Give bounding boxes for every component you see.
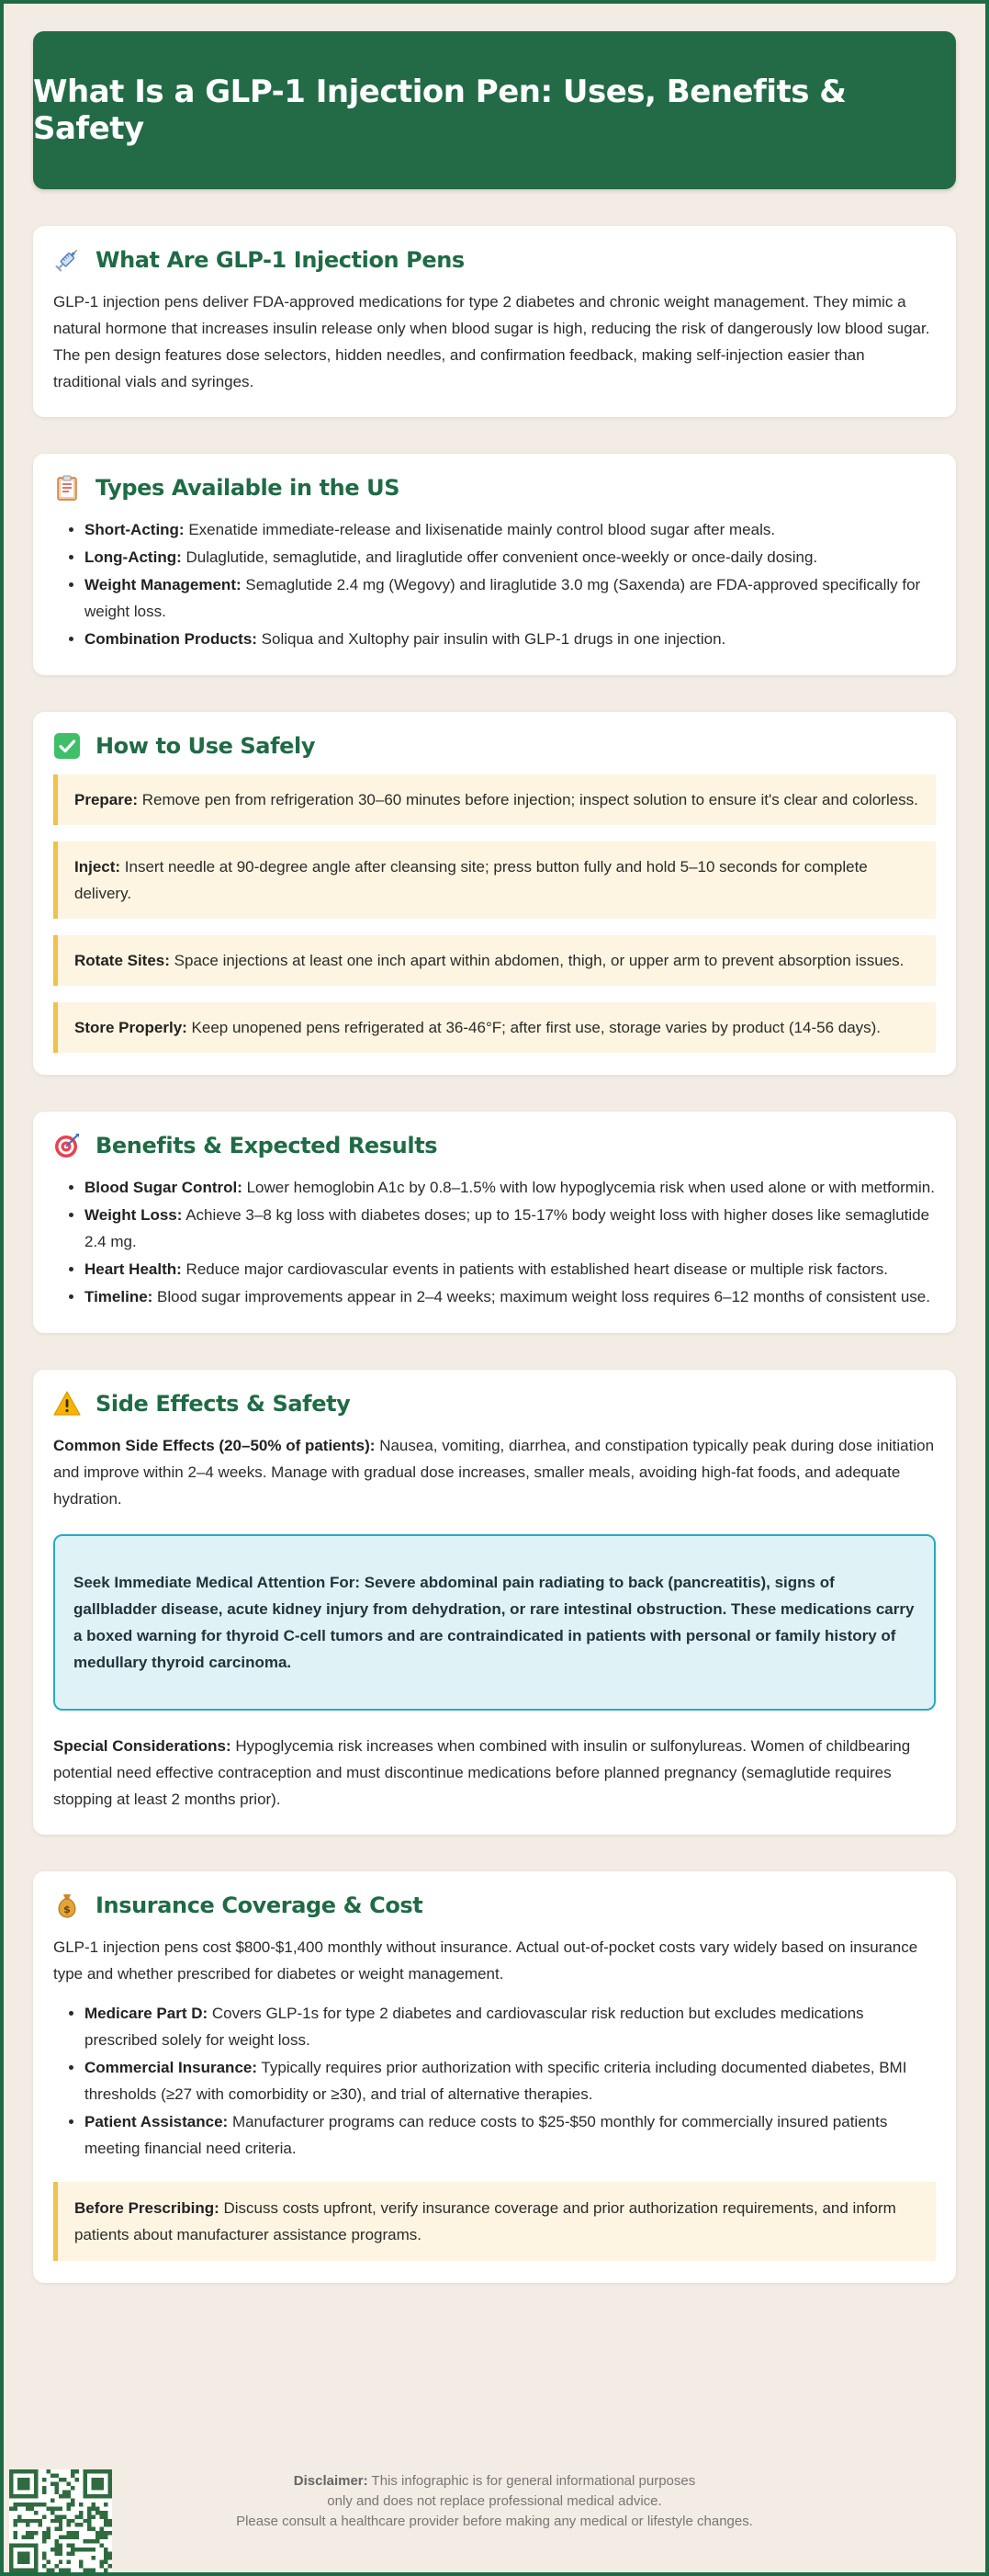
step-term: Store Properly:	[74, 1019, 187, 1036]
common-term: Common Side Effects (20–50% of patients):	[53, 1437, 376, 1454]
list-item	[84, 1256, 936, 1282]
item-text: Dulaglutide, semaglutide, and liraglutide offer convenient once-weekly or once-daily dosing.	[181, 548, 818, 566]
item-text: Covers GLP-1s for type 2 diabetes and cardiovascular risk reduction but excludes medications prescribed solely for weight loss.	[84, 2005, 864, 2049]
item-term: Blood Sugar Control:	[84, 1179, 242, 1196]
special-considerations	[53, 1733, 936, 1813]
disclaimer-footer	[4, 2471, 985, 2532]
list-item	[84, 2108, 936, 2162]
coverage-list	[53, 2000, 936, 2162]
item-text: Manufacturer programs can reduce costs to $25-$50 monthly for commercially insured patients meeting financial need criteria.	[84, 2113, 888, 2157]
item-term: Timeline:	[84, 1288, 153, 1305]
section-header	[53, 246, 936, 274]
item-term: Heart Health:	[84, 1260, 182, 1278]
section-header	[53, 1132, 936, 1159]
item-term: Patient Assistance:	[84, 2113, 229, 2130]
list-item	[84, 626, 936, 652]
note-term: Before Prescribing:	[74, 2199, 219, 2217]
step-term: Inject:	[74, 858, 121, 876]
section-heading: Side Effects & Safety	[96, 1391, 351, 1417]
item-term: Short-Acting:	[84, 521, 185, 538]
item-term: Weight Loss:	[84, 1206, 183, 1224]
item-term: Long-Acting:	[84, 548, 182, 566]
svg-text:$: $	[63, 1904, 71, 1915]
section-types	[33, 454, 956, 675]
step-text: Space injections at least one inch apart within abdomen, thigh, or upper arm to prevent absorption issues.	[169, 952, 905, 969]
item-text: Reduce major cardiovascular events in patients with established heart disease or multiple risk factors.	[181, 1260, 888, 1278]
list-item	[84, 571, 936, 625]
step-inject	[53, 842, 936, 919]
step-text: Remove pen from refrigeration 30–60 minutes before injection; inspect solution to ensure it's clear and colorless.	[137, 791, 918, 808]
section-side-effects	[33, 1370, 956, 1835]
section-header	[53, 1390, 936, 1418]
benefits-list	[53, 1174, 936, 1310]
section-heading: Insurance Coverage & Cost	[96, 1892, 423, 1918]
step-prepare	[53, 774, 936, 825]
section-how-to-use	[33, 712, 956, 1075]
clipboard-icon	[53, 474, 81, 502]
item-text: Exenatide immediate-release and lixisenatide mainly control blood sugar after meals.	[184, 521, 776, 538]
syringe-icon	[53, 246, 81, 274]
disclaimer-line-3: Please consult a healthcare provider before making any medical or lifestyle changes.	[236, 2514, 753, 2529]
section-header	[53, 474, 936, 502]
note-text: Discuss costs upfront, verify insurance coverage and prior authorization requirements, and inform patients about manufacturer assistance programs.	[74, 2199, 896, 2243]
common-side-effects	[53, 1432, 936, 1512]
section-insurance	[33, 1871, 956, 2283]
step-term: Prepare:	[74, 791, 138, 808]
cost-intro: GLP-1 injection pens cost $800-$1,400 monthly without insurance. Actual out-of-pocket costs vary widely based on insurance type and whether prescribed for diabetes or weight management.	[53, 1938, 918, 1983]
disclaimer-line-1	[4, 2471, 985, 2491]
item-text: Achieve 3–8 kg loss with diabetes doses; up to 15-17% body weight loss with higher doses like semaglutide 2.4 mg.	[84, 1206, 930, 1250]
money-bag-icon	[53, 1892, 81, 1919]
list-item	[84, 544, 936, 571]
list-item	[84, 2000, 936, 2053]
step-text: Keep unopened pens refrigerated at 36-46°F; after first use, storage varies by product (14-56 days).	[186, 1019, 882, 1036]
target-icon	[53, 1132, 81, 1159]
section-benefits	[33, 1112, 956, 1333]
section-header	[53, 1892, 936, 1919]
section-body: GLP-1 injection pens deliver FDA-approved medications for type 2 diabetes and chronic weight management. They mimic a natural hormone that increases insulin release only when blood sugar is high, reducing the risk of dangerously low blood sugar. The pen design features dose selectors, hidden needles, and confirmation feedback, making self-injection easier than traditional vials and syringes.	[53, 293, 930, 390]
item-text: Blood sugar improvements appear in 2–4 weeks; maximum weight loss requires 6–12 months of consistent use.	[152, 1288, 930, 1305]
common-text: Nausea, vomiting, diarrhea, and constipation typically peak during dose initiation and improve within 2–4 weeks. Manage with gradual dose increases, smaller meals, avoiding high-fat foods, and adequate hydration.	[53, 1437, 935, 1508]
check-icon	[53, 732, 81, 760]
special-term: Special Considerations:	[53, 1737, 231, 1755]
page-title: What Is a GLP-1 Injection Pen: Uses, Benefits & Safety	[33, 73, 847, 147]
warning-icon	[53, 1390, 81, 1418]
item-text: Semaglutide 2.4 mg (Wegovy) and liraglutide 3.0 mg (Saxenda) are FDA-approved specifically for weight loss.	[84, 576, 921, 620]
section-heading: How to Use Safely	[96, 733, 316, 759]
step-store	[53, 1002, 936, 1053]
disclaimer-label: Disclaimer:	[293, 2473, 368, 2489]
section-what-are	[33, 226, 956, 417]
list-item	[84, 516, 936, 543]
item-term: Weight Management:	[84, 576, 242, 593]
item-term: Combination Products:	[84, 630, 257, 648]
list-item	[84, 1174, 936, 1201]
item-text: Lower hemoglobin A1c by 0.8–1.5% with low hypoglycemia risk when used alone or with metformin.	[242, 1179, 935, 1196]
section-header	[53, 732, 936, 760]
steps-list	[53, 774, 936, 1053]
list-item	[84, 1202, 936, 1255]
medical-attention-alert: Seek Immediate Medical Attention For: Severe abdominal pain radiating to back (pancreatitis), signs of gallbladder disease, acute kidney injury from dehydration, or rare intestinal obstruction. These medications carry a boxed warning for thyroid C-cell tumors and are contraindicated in patients with personal or family history of medullary thyroid carcinoma.	[53, 1534, 936, 1711]
section-heading: Types Available in the US	[96, 475, 400, 501]
list-item	[84, 1283, 936, 1310]
step-rotate-sites	[53, 935, 936, 986]
item-text: Typically requires prior authorization with specific criteria including documented diabetes, BMI thresholds (≥27 with comorbidity or ≥30), and trial of alternative therapies.	[84, 2059, 907, 2103]
item-term: Medicare Part D:	[84, 2005, 208, 2022]
section-heading: What Are GLP-1 Injection Pens	[96, 247, 465, 273]
disclaimer-text: This infographic is for general informational purposes	[367, 2473, 696, 2489]
special-text: Hypoglycemia risk increases when combined with insulin or sulfonylureas. Women of childbearing potential need effective contraception and must discontinue medications before planned pregnancy (semaglutide requires stopping at least 2 months prior).	[53, 1737, 911, 1808]
before-prescribing-note	[53, 2182, 936, 2261]
types-list	[53, 516, 936, 652]
step-text: Insert needle at 90-degree angle after cleansing site; press button fully and hold 5–10 seconds for complete delivery.	[74, 858, 868, 902]
item-text: Soliqua and Xultophy pair insulin with GLP-1 drugs in one injection.	[256, 630, 726, 648]
list-item	[84, 2054, 936, 2107]
item-term: Commercial Insurance:	[84, 2059, 258, 2076]
section-heading: Benefits & Expected Results	[96, 1133, 438, 1158]
step-term: Rotate Sites:	[74, 952, 170, 969]
title-banner	[33, 31, 956, 189]
disclaimer-line-2: only and does not replace professional medical advice.	[327, 2493, 662, 2509]
